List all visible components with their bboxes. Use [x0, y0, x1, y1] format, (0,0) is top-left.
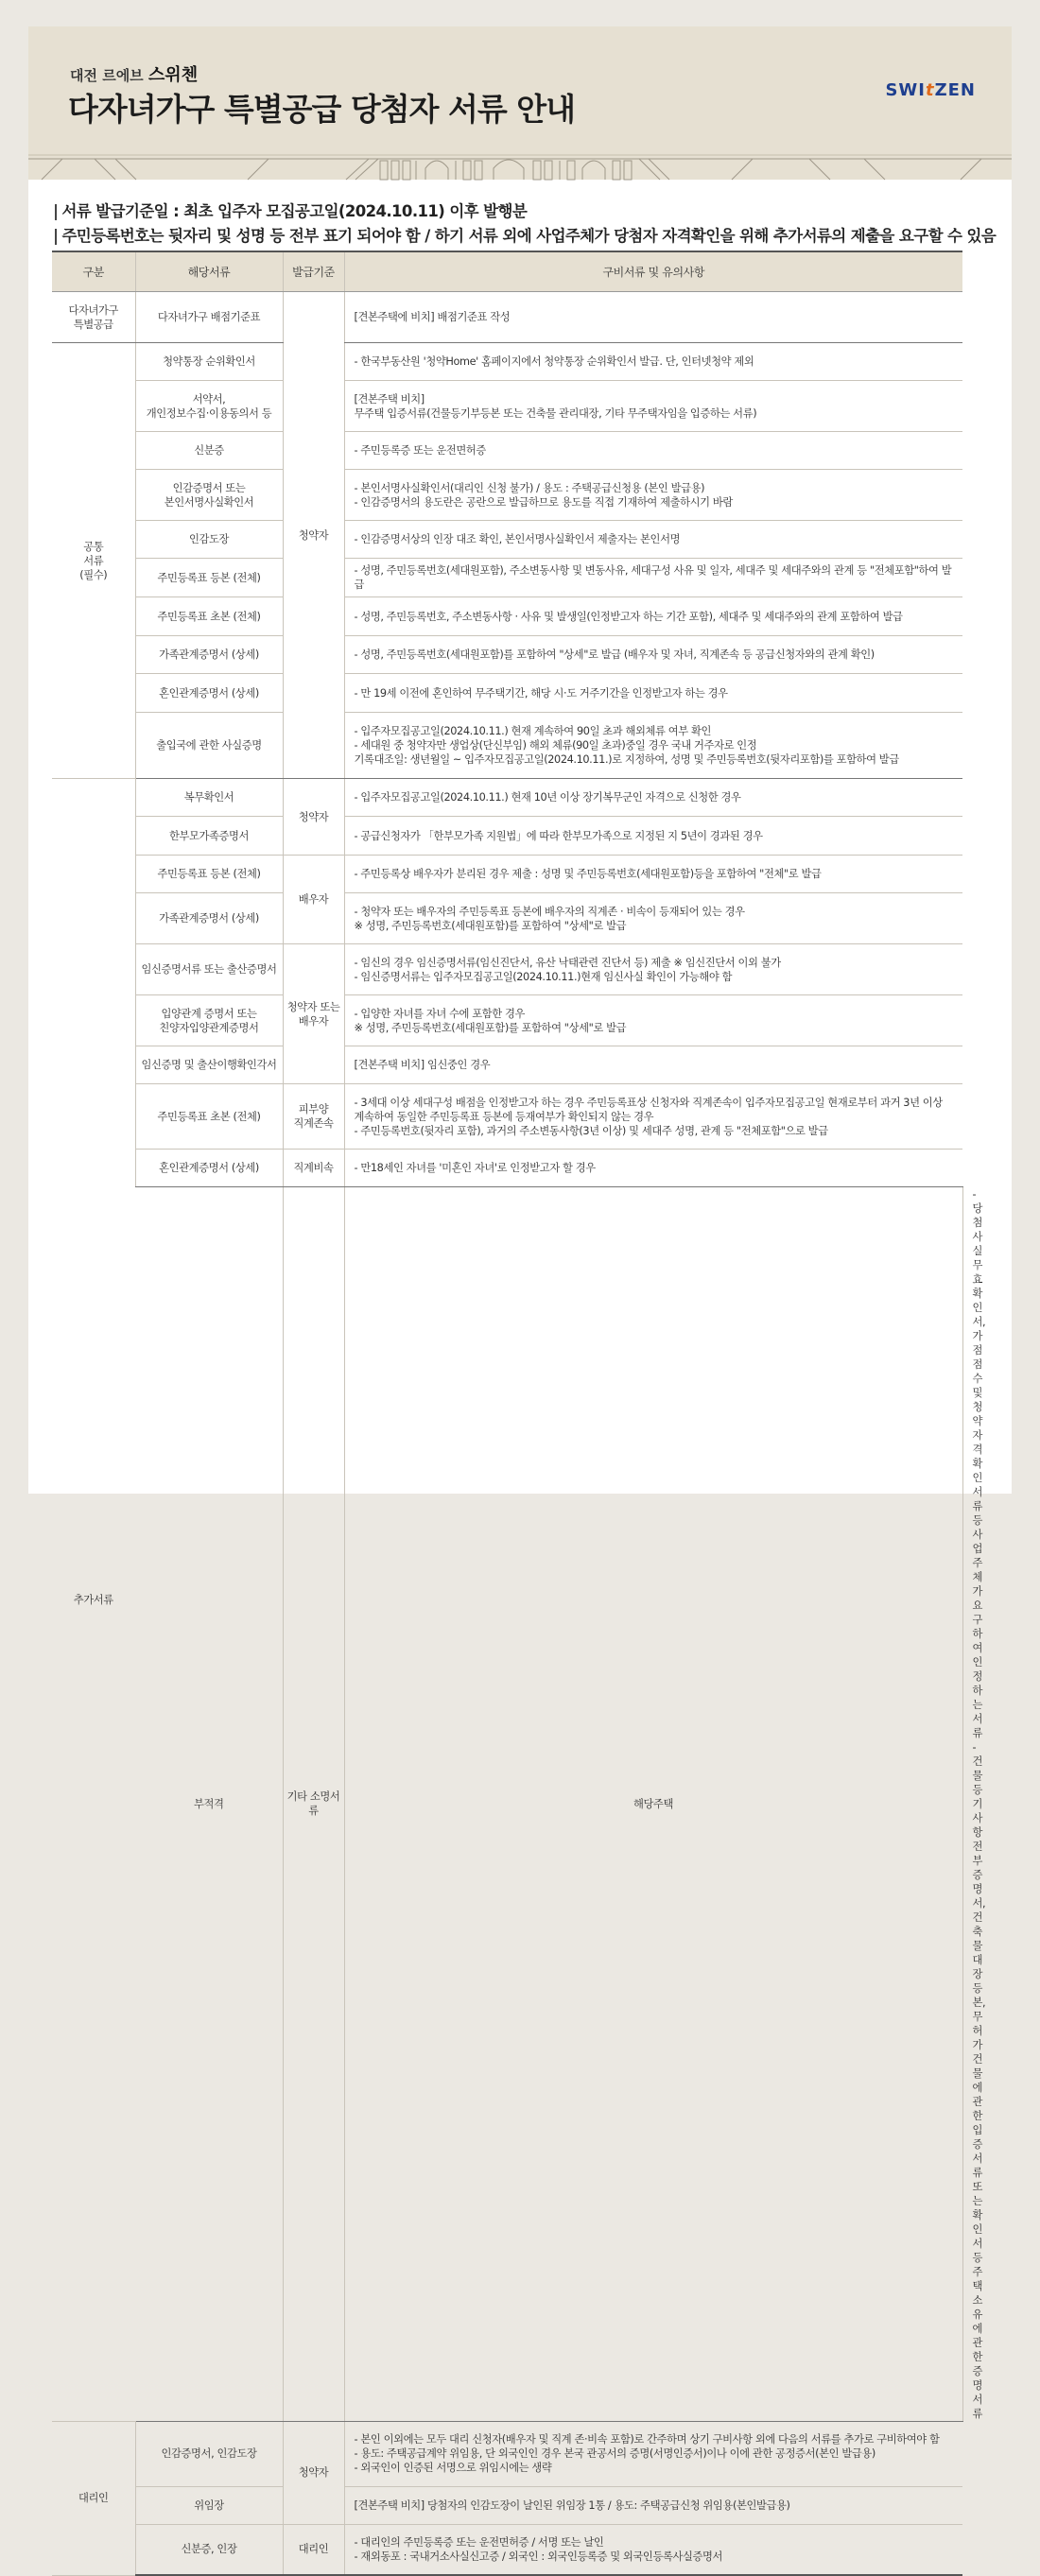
basis-applicant: 청약자 [283, 2421, 344, 2524]
table-row [52, 470, 962, 521]
document-name: 신분증, 인장 [135, 2524, 283, 2575]
switzen-logo: SWItZEN [885, 80, 976, 100]
notice-issue-date: | 서류 발급기준일 : 최초 입주자 모집공고일(2024.10.11) 이후 발행분 [53, 202, 528, 220]
table-row [52, 779, 962, 817]
table-row [52, 636, 962, 674]
document-note: - 입주자모집공고일(2024.10.11.) 현재 10년 이상 장기복무군인 자격으로 신청한 경우 [344, 779, 962, 817]
notice-resident-number: | 주민등록번호는 뒷자리 및 성명 등 전부 표기 되어야 함 / 하기 서류 외에 사업주체가 당첨자 자격확인을 위해 추가서류의 제출을 요구할 수 있음 [53, 227, 997, 245]
header-category: 구분 [52, 251, 135, 292]
document-note: - 입양한 자녀를 자녀 수에 포함한 경우 ※ 성명, 주민등록번호(세대원포함)를 포함하여 "상세"로 발급 [344, 995, 962, 1046]
table-row [52, 713, 962, 779]
document-name: 인감증명서 또는 본인서명사실확인서 [135, 470, 283, 521]
document-note: - 인감증명서상의 인장 대조 확인, 본인서명사실확인서 제출자는 본인서명 [344, 521, 962, 559]
document-note: - 성명, 주민등록번호(세대원포함)를 포함하여 "상세"로 발급 (배우자 및 자녀, 직계존속 등 공급신청자와의 관계 확인) [344, 636, 962, 674]
document-note: - 한국부동산원 '청약Home' 홈페이지에서 청약통장 순위확인서 발급. 단, 인터넷청약 제외 [344, 343, 962, 381]
document-name: 기타 소명서류 [283, 1187, 344, 2422]
table-row [52, 597, 962, 636]
subtitle-brand: 스위첸 [147, 65, 199, 85]
page-title: 다자녀가구 특별공급 당첨자 서류 안내 [68, 91, 576, 128]
table-row [52, 381, 962, 432]
document-name: 주민등록표 초본 (전체) [135, 1084, 283, 1150]
document-note: - 본인 이외에는 모두 대리 신청자(배우자 및 직계 존·비속 포함)로 간주하며 상기 구비사항 외에 다음의 서류를 추가로 구비하여야 함 - 용도: 주택공급계약 위임용, 단 외국인인 경우 본국 관공서의 증명(서명인증서)이나 이에 관한 공정증서(본인 발급용) - 외국인이 인증된 서명으로 위임시에는 생략 [344, 2421, 962, 2486]
document-note: - 3세대 이상 세대구성 배점을 인정받고자 하는 경우 주민등록표상 신청자와 직계존속이 입주자모집공고일 현재로부터 과거 3년 이상 계속하여 동일한 주민등록표 등본에 등재여부가 확인되지 않는 경우 - 주민등록번호(뒷자리 포함), 과거의 주소변동사항(3년 이상) 및 세대주 성명, 관계 등 "전체포함"으로 발급 [344, 1084, 962, 1150]
header-banner [28, 26, 1012, 180]
table-row [52, 2421, 962, 2486]
document-name: 인감증명서, 인감도장 [135, 2421, 283, 2486]
header-notes: 구비서류 및 유의사항 [344, 251, 962, 292]
document-note: - 대리인의 주민등록증 또는 운전면허증 / 서명 또는 날인 - 재외동포 : 국내거소사실신고증 / 외국인 : 외국인등록증 및 외국인등록사실증명서 [344, 2524, 962, 2575]
table-row [52, 856, 962, 893]
document-note: - 성명, 주민등록번호, 주소변동사항 · 사유 및 발생일(인정받고자 하는 기간 포함), 세대주 및 세대주와의 관계 포함하여 발급 [344, 597, 962, 636]
category-agent: 대리인 [52, 2421, 135, 2575]
table-row [52, 1046, 962, 1084]
table-row [52, 292, 962, 343]
document-name: 주민등록표 초본 (전체) [135, 597, 283, 636]
document-name: 가족관계증명서 (상세) [135, 636, 283, 674]
document-name: 한부모가족증명서 [135, 817, 283, 856]
document-name: 청약통장 순위확인서 [135, 343, 283, 381]
table-row [52, 343, 962, 381]
document-note: - 입주자모집공고일(2024.10.11.) 현재 계속하여 90일 초과 해외체류 여부 확인 - 세대원 중 청약자만 생업상(단신부임) 해외 체류(90일 초과)중일 경우 국내 거주자로 인정 기록대조일: 생년월일 ~ 입주자모집공고일(2024.10.11.)로 지정하여, 성명 및 주민등록번호(뒷자리포함)를 포함하여 발급 [344, 713, 962, 779]
subtitle-prefix: 대전 르에브 [70, 67, 144, 84]
document-note: - 임신의 경우 임신증명서류(임신진단서, 유산 낙태관련 진단서 등) 제출 ※ 임신진단서 이외 불가 - 임신증명서류는 입주자모집공고일(2024.10.11.)현재 임신사실 확인이 가능해야 함 [344, 944, 962, 995]
document-note: - 만 19세 이전에 혼인하여 무주택기간, 해당 시·도 거주기간을 인정받고자 하는 경우 [344, 674, 962, 713]
document-name: 가족관계증명서 (상세) [135, 893, 283, 944]
document-name: 복무확인서 [135, 779, 283, 817]
decorative-line-pattern [28, 147, 1012, 180]
document-name: 임신증명서류 또는 출산증명서 [135, 944, 283, 995]
document-name: 혼인관계증명서 (상세) [135, 1150, 283, 1187]
table-row [52, 521, 962, 559]
document-note: - 본인서명사실확인서(대리인 신청 불가) / 용도 : 주택공급신청용 (본인 발급용) - 인감증명서의 용도란은 공란으로 발급하므로 용도를 직접 기재하여 제출하시기 바람 [344, 470, 962, 521]
document-name: 신분증 [135, 432, 283, 470]
documents-table [52, 251, 986, 2576]
table-row [52, 674, 962, 713]
document-note: - 만18세인 자녀를 '미혼인 자녀'로 인정받고자 할 경우 [344, 1150, 962, 1187]
document-name: 주민등록표 등본 (전체) [135, 856, 283, 893]
document-name: 임신증명 및 출산이행확인각서 [135, 1046, 283, 1084]
document-note: [견본주택 비치] 당첨자의 인감도장이 날인된 위임장 1통 / 용도: 주택공급신청 위임용(본인발급용) [344, 2486, 962, 2524]
category-additional-documents: 추가서류 [52, 779, 135, 2422]
table-row [52, 559, 962, 597]
document-note: - 공급신청자가 「한부모가족 지원법」에 따라 한부모가족으로 지정된 지 5년이 경과된 경우 [344, 817, 962, 856]
document-name: 인감도장 [135, 521, 283, 559]
document-note: - 성명, 주민등록번호(세대원포함), 주소변동사항 및 변동사유, 세대구성 사유 및 일자, 세대주 및 세대주와의 관계 등 "전체포함"하여 발급 [344, 559, 962, 597]
document-sheet [28, 26, 1012, 2563]
basis-applicant-or-spouse: 청약자 또는 배우자 [283, 944, 344, 1084]
table-row [52, 432, 962, 470]
document-note: [견본주택에 비치] 배점기준표 작성 [344, 292, 962, 343]
table-row [52, 995, 962, 1046]
category-common-documents: 공통 서류 (필수) [52, 343, 135, 779]
basis-applicant: 청약자 [283, 292, 344, 779]
category-special-supply: 다자녀가구 특별공급 [52, 292, 135, 343]
table-row [52, 2524, 962, 2575]
header-basis: 발급기준 [283, 251, 344, 292]
category-ineligible: 부적격 [135, 1187, 283, 2422]
table-row [52, 893, 962, 944]
document-note: [견본주택 비치] 무주택 입증서류(건물등기부등본 또는 건축물 관리대장, 기타 무주택자임을 입증하는 서류) [344, 381, 962, 432]
header-document: 해당서류 [135, 251, 283, 292]
document-name: 위임장 [135, 2486, 283, 2524]
table-row: 부적격 기타 소명서류 해당주택 - 당첨사실무효확인서, 가점점수 및 청약자격 확인 서류 등 사업주체가 요구하여 인정하는 서류 - 건물 등기사항전부증명서, 건축물대장등본, 무허가건물에 관한 입증서류 또는 확인서 등 주택소유에 관한 증명서류 [52, 1187, 962, 2422]
table-header-row [52, 251, 962, 292]
table-row [52, 1150, 962, 1187]
document-note: - 청약자 또는 배우자의 주민등록표 등본에 배우자의 직계존 · 비속이 등재되어 있는 경우 ※ 성명, 주민등록번호(세대원포함)를 포함하여 "상세"로 발급 [344, 893, 962, 944]
basis-dependent-ascendant: 피부양 직계존속 [283, 1084, 344, 1150]
subtitle [70, 61, 198, 86]
document-name: 출입국에 관한 사실증명 [135, 713, 283, 779]
table-row [52, 2486, 962, 2524]
table-row [52, 817, 962, 856]
document-name: 다자녀가구 배점기준표 [135, 292, 283, 343]
document-note: - 주민등록상 배우자가 분리된 경우 제출 : 성명 및 주민등록번호(세대원포함)등을 포함하여 "전체"로 발급 [344, 856, 962, 893]
table-row [52, 944, 962, 995]
basis-house: 해당주택 [344, 1187, 962, 2422]
document-name: 혼인관계증명서 (상세) [135, 674, 283, 713]
document-note: - 주민등록증 또는 운전면허증 [344, 432, 962, 470]
basis-agent: 대리인 [283, 2524, 344, 2575]
basis-spouse: 배우자 [283, 856, 344, 944]
document-note: [견본주택 비치] 임신중인 경우 [344, 1046, 962, 1084]
document-name: 주민등록표 등본 (전체) [135, 559, 283, 597]
basis-lineal-descendant: 직계비속 [283, 1150, 344, 1187]
notice-section [53, 199, 998, 249]
basis-applicant: 청약자 [283, 779, 344, 856]
table-row [52, 1084, 962, 1150]
document-name: 입양관계 증명서 또는 친양자입양관계증명서 [135, 995, 283, 1046]
document-name: 서약서, 개인정보수집·이용동의서 등 [135, 381, 283, 432]
